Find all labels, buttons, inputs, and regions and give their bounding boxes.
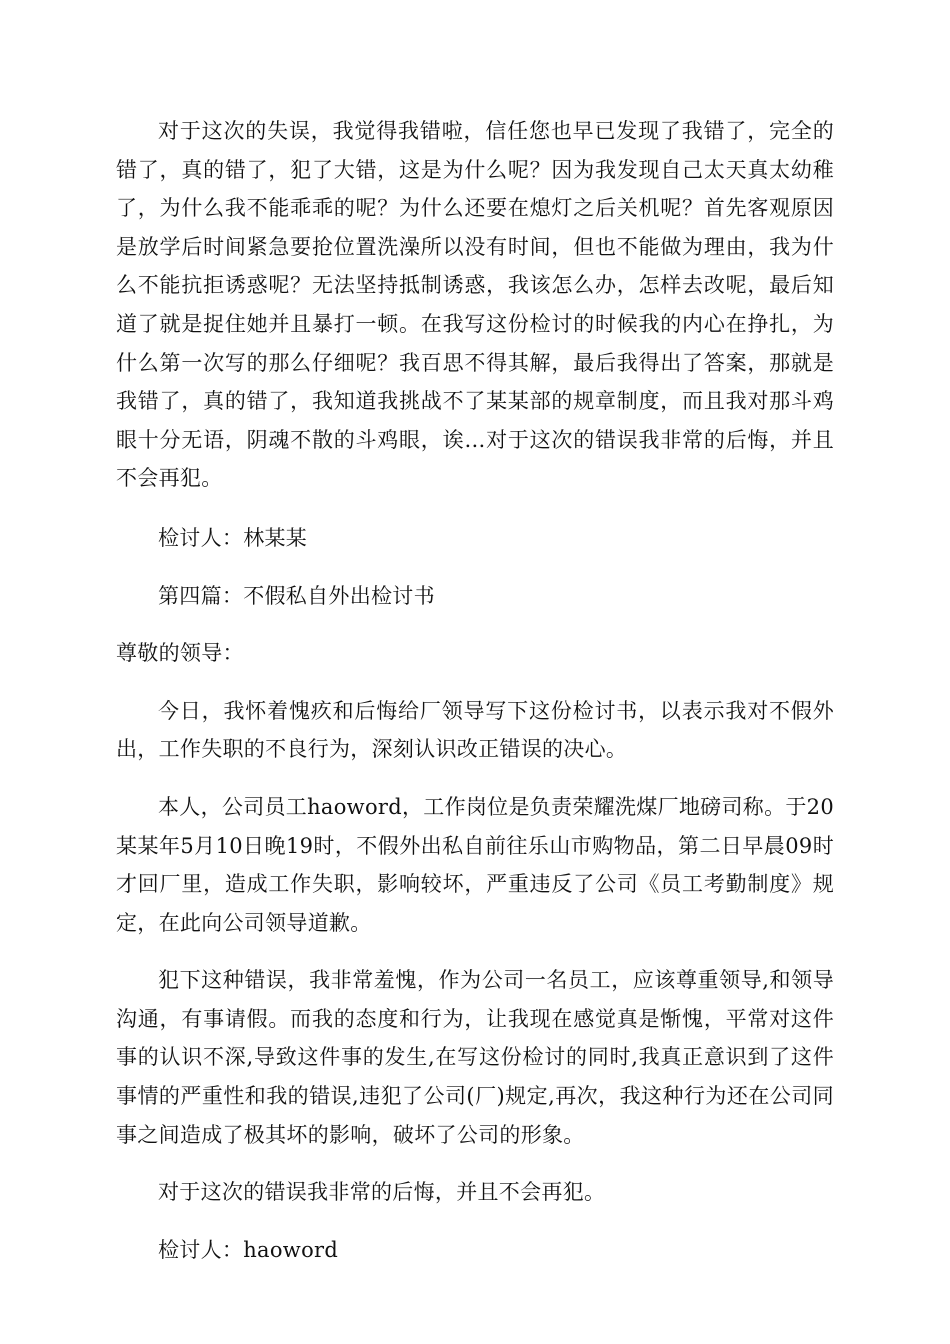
body-paragraph-3: 本人，公司员工haoword，工作岗位是负责荣耀洗煤厂地磅司称。于20某某年5月10日晚19时，不假外出私自前往乐山市购物品，第二日早晨09时才回厂里，造成工作失职，影响较坏，严重违反了公司《员工考勤制度》规定，在此向公司领导道歉。: [116, 794, 835, 935]
section-heading: 第四篇：不假私自外出检讨书: [158, 583, 435, 608]
salutation: 尊敬的领导：: [116, 641, 244, 666]
body-paragraph-1: 对于这次的失误，我觉得我错啦，信任您也早已发现了我错了，完全的错了，真的错了，犯了大错，这是为什么呢？因为我发现自己太天真太幼稚了，为什么我不能乖乖的呢？为什么还要在熄灯之后关机呢？首先客观原因是放学后时间紧急要抢位置洗澡所以没有时间，但也不能做为理由，我为什么不能抗拒诱惑呢？无法坚持抵制诱惑，我该怎么办，怎样去改呢，最后知道了就是捉住她并且暴打一顿。在我写这份检讨的时候我的内心在挣扎，为什么第一次写的那么仔细呢？我百思不得其解，最后我得出了答案，那就是我错了，真的错了，我知道我挑战不了某某部的规章制度，而且我对那斗鸡眼十分无语，阴魂不散的斗鸡眼，诶…对于这次的错误我非常的后悔，并且不会再犯。: [116, 119, 834, 491]
body-paragraph-2: 今日，我怀着愧疚和后悔给厂领导写下这份检讨书，以表示我对不假外出，工作失职的不良行为，深刻认识改正错误的决心。: [116, 698, 834, 762]
signature-line-2: 检讨人：haoword: [158, 1237, 339, 1262]
document-page: [116, 112, 834, 1288]
signature-line-1: 检讨人：林某某: [158, 525, 308, 550]
closing-statement: 对于这次的错误我非常的后悔，并且不会再犯。: [158, 1180, 606, 1205]
body-paragraph-4: 犯下这种错误，我非常羞愧，作为公司一名员工，应该尊重领导,和领导沟通，有事请假。而我的态度和行为，让我现在感觉真是惭愧，平常对这件事的认识不深,导致这件事的发生,在写这份检讨的同时,我真正意识到了这件事情的严重性和我的错误,违犯了公司(厂)规定,再次，我这种行为还在公司同事之间造成了极其坏的影响，破坏了公司的形象。: [116, 968, 834, 1147]
